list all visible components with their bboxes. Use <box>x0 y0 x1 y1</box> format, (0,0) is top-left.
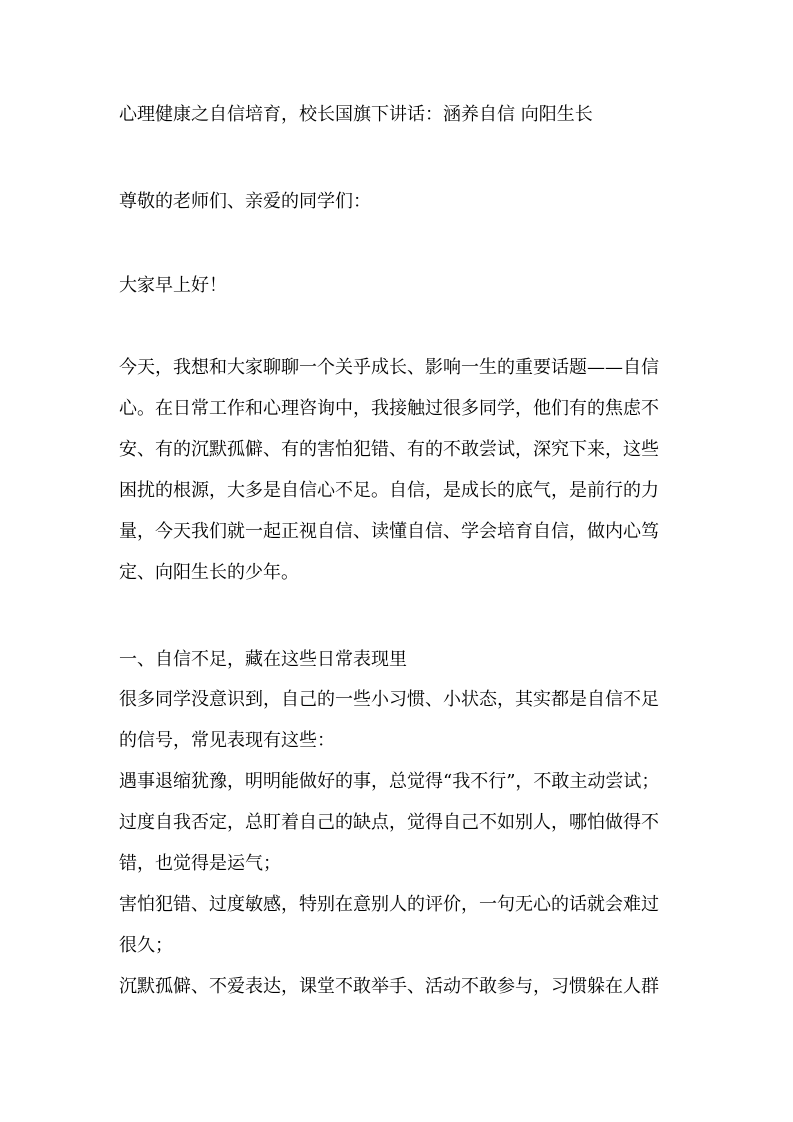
section-line: 的信号，常见表现有这些： <box>119 730 335 751</box>
section-line: 害怕犯错、过度敏感，特别在意别人的评价，一句无心的话就会难过 <box>119 894 659 915</box>
intro-line: 心。在日常工作和心理咨询中，我接触过很多同学，他们有的焦虑不 <box>119 398 659 419</box>
intro-line: 量，今天我们就一起正视自信、读懂自信、学会培育自信，做内心笃 <box>119 521 659 542</box>
document-title: 心理健康之自信培育，校长国旗下讲话：涵养自信 向阳生长 <box>119 104 593 125</box>
intro-line: 困扰的根源，大多是自信心不足。自信，是成长的底气，是前行的力 <box>119 480 659 501</box>
section-line: 遇事退缩犹豫，明明能做好的事，总觉得“我不行”，不敢主动尝试； <box>119 771 660 792</box>
section-line: 很多同学没意识到，自己的一些小习惯、小状态，其实都是自信不足 <box>119 689 659 710</box>
section-line: 很久； <box>119 935 173 956</box>
intro-line: 安、有的沉默孤僻、有的害怕犯错、有的不敢尝试，深究下来，这些 <box>119 439 659 460</box>
section-heading: 一、自信不足，藏在这些日常表现里 <box>119 649 407 670</box>
section-line: 沉默孤僻、不爱表达，课堂不敢举手、活动不敢参与，习惯躲在人群 <box>119 976 659 997</box>
intro-line: 定、向阳生长的少年。 <box>119 562 299 583</box>
section-line: 错，也觉得是运气； <box>119 853 281 874</box>
intro-line: 今天，我想和大家聊聊一个关乎成长、影响一生的重要话题——自信 <box>119 357 659 378</box>
section-line: 过度自我否定，总盯着自己的缺点，觉得自己不如别人，哪怕做得不 <box>119 812 659 833</box>
salutation: 尊敬的老师们、亲爱的同学们： <box>119 191 371 212</box>
greeting: 大家早上好！ <box>119 275 227 296</box>
